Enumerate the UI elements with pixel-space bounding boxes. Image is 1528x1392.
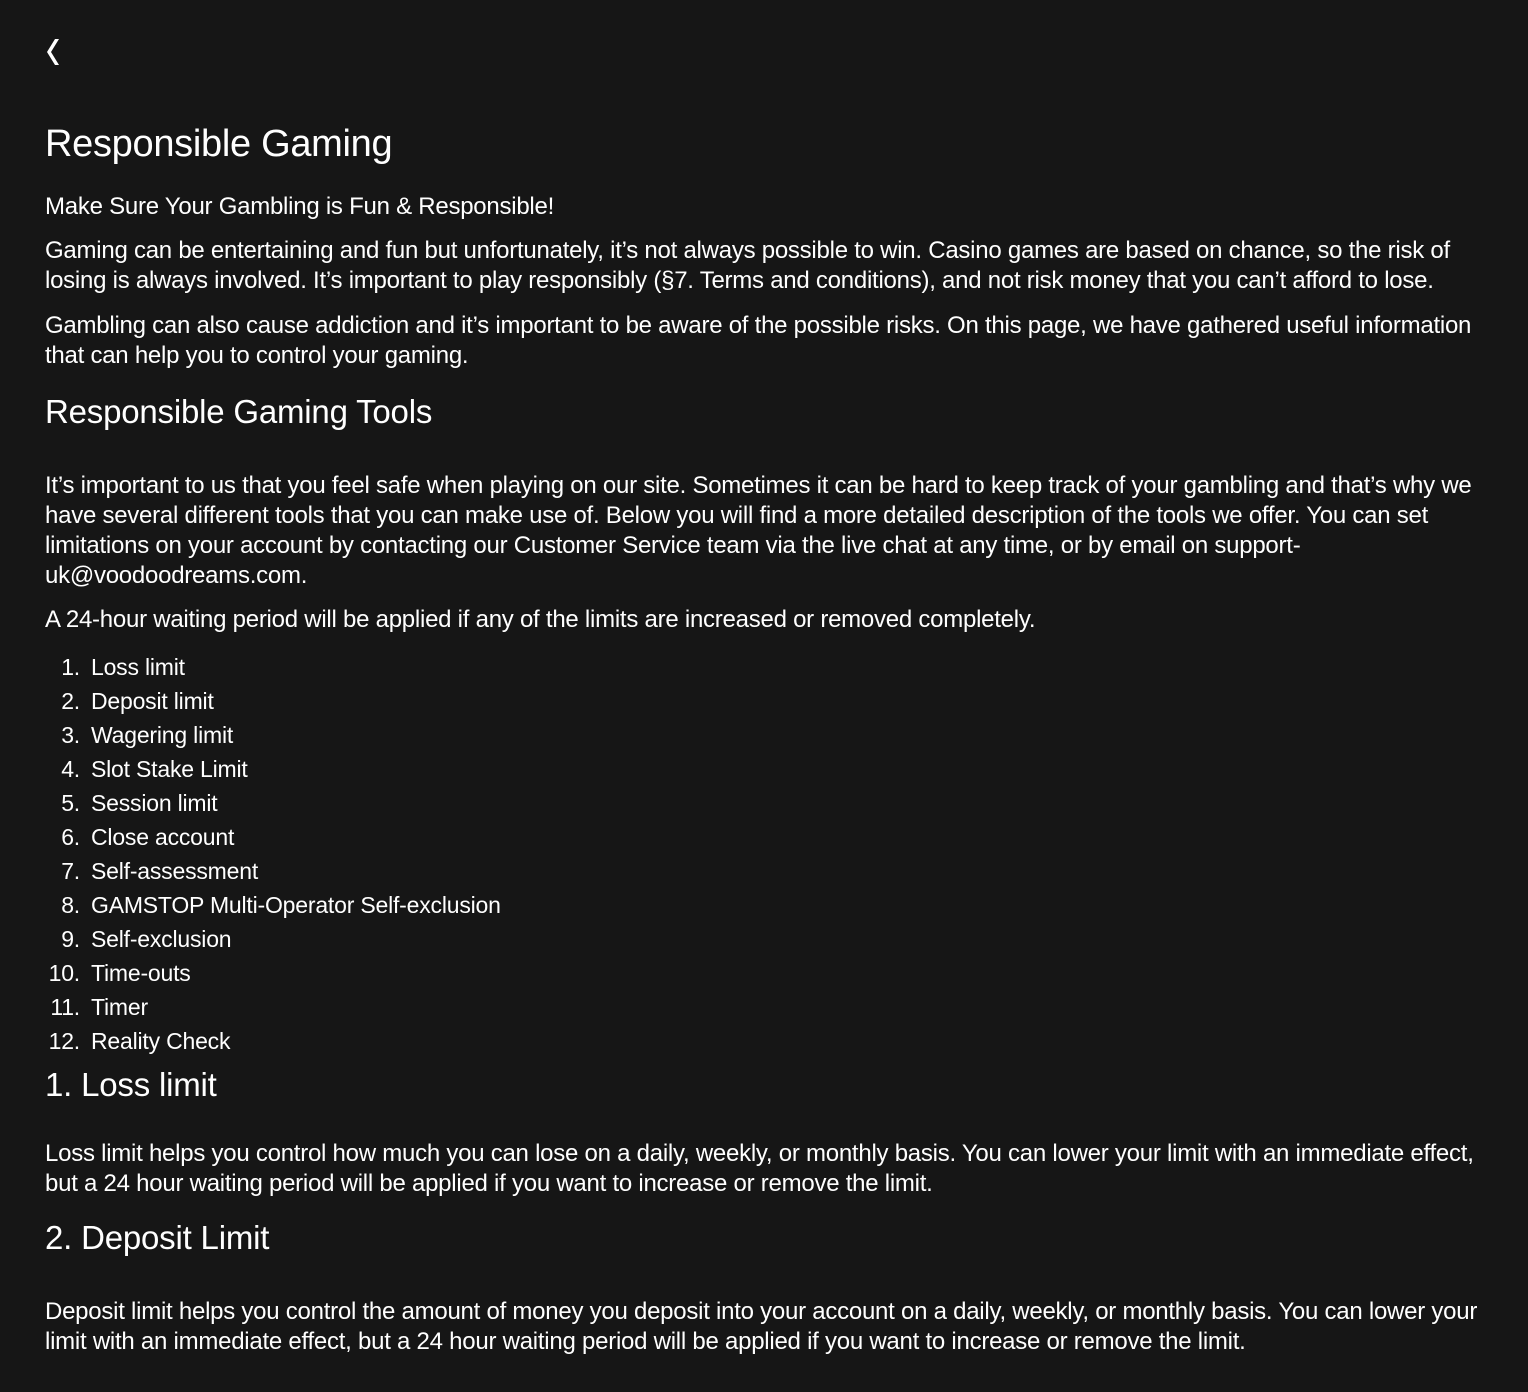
list-item-number: 6. bbox=[61, 824, 80, 850]
back-button[interactable] bbox=[46, 30, 76, 74]
list-item-number: 1. bbox=[61, 654, 80, 680]
loss-limit-heading: 1. Loss limit bbox=[45, 1066, 217, 1103]
tools-intro-paragraph: It’s important to us that you feel safe when playing on our site. Sometimes it can be hard to keep track of your gambling and that’s why we have several different tools that you can make use of. Below you will find a more detailed description of the tools we offer. You can set limitations on your account by contacting our Customer Service team via the live chat at any time, or by email on support-uk@voodoodreams.com. bbox=[45, 472, 1472, 589]
list-item-number: 9. bbox=[61, 926, 80, 952]
list-item bbox=[45, 956, 1485, 990]
list-item-number: 4. bbox=[61, 756, 80, 782]
list-item-label: Reality Check bbox=[91, 1028, 231, 1054]
list-item bbox=[45, 650, 1485, 684]
list-item bbox=[45, 752, 1485, 786]
tools-list bbox=[45, 650, 1485, 1058]
list-item bbox=[45, 684, 1485, 718]
list-item-label: Close account bbox=[91, 824, 235, 850]
list-item bbox=[45, 922, 1485, 956]
list-item-label: Deposit limit bbox=[91, 688, 214, 714]
list-item-number: 12. bbox=[48, 1028, 80, 1054]
list-item-number: 8. bbox=[61, 892, 80, 918]
list-item-number: 11. bbox=[50, 994, 80, 1020]
list-item-number: 2. bbox=[61, 688, 80, 714]
article-content bbox=[45, 112, 1485, 1357]
list-item bbox=[45, 888, 1485, 922]
list-item-number: 10. bbox=[48, 960, 80, 986]
intro-paragraph-chance: Gaming can be entertaining and fun but unfortunately, it’s not always possible to win. Casino games are based on chance, so the risk of losing is always involved. It’s important to play responsibly (§7. Terms and conditions), and not risk money that you can’t afford to lose. bbox=[45, 237, 1450, 294]
intro-paragraph-addiction: Gambling can also cause addiction and it’s important to be aware of the possible risks. On this page, we have gathered useful information that can help you to control your gaming. bbox=[45, 312, 1472, 369]
chevron-left-icon bbox=[46, 37, 64, 67]
list-item bbox=[45, 786, 1485, 820]
list-item-label: Loss limit bbox=[91, 654, 185, 680]
tools-heading: Responsible Gaming Tools bbox=[45, 393, 433, 430]
list-item-label: Self-exclusion bbox=[91, 926, 232, 952]
list-item-label: Time-outs bbox=[91, 960, 191, 986]
list-item bbox=[45, 1024, 1485, 1058]
list-item bbox=[45, 820, 1485, 854]
deposit-limit-paragraph: Deposit limit helps you control the amount of money you deposit into your account on a daily, weekly, or monthly basis. You can lower your limit with an immediate effect, but a 24 hour waiting period will be applied if you want to increase or remove the limit. bbox=[45, 1298, 1478, 1355]
list-item-number: 5. bbox=[61, 790, 80, 816]
page-title: Responsible Gaming bbox=[45, 123, 393, 165]
list-item-label: Session limit bbox=[91, 790, 218, 816]
list-item bbox=[45, 718, 1485, 752]
list-item-label: Self-assessment bbox=[91, 858, 259, 884]
waiting-period-note: A 24-hour waiting period will be applied if any of the limits are increased or removed completely. bbox=[45, 606, 1036, 633]
list-item-number: 7. bbox=[61, 858, 80, 884]
list-item bbox=[45, 990, 1485, 1024]
list-item-label: GAMSTOP Multi-Operator Self-exclusion bbox=[91, 892, 501, 918]
list-item-label: Slot Stake Limit bbox=[91, 756, 248, 782]
page-subtitle: Make Sure Your Gambling is Fun & Responsible! bbox=[45, 193, 555, 220]
list-item-number: 3. bbox=[61, 722, 80, 748]
list-item bbox=[45, 854, 1485, 888]
list-item-label: Timer bbox=[91, 994, 148, 1020]
loss-limit-paragraph: Loss limit helps you control how much you can lose on a daily, weekly, or monthly basis. You can lower your limit with an immediate effect, but a 24 hour waiting period will be applied if you want to increase or remove the limit. bbox=[45, 1140, 1474, 1197]
deposit-limit-heading: 2. Deposit Limit bbox=[45, 1219, 270, 1256]
list-item-label: Wagering limit bbox=[91, 722, 234, 748]
